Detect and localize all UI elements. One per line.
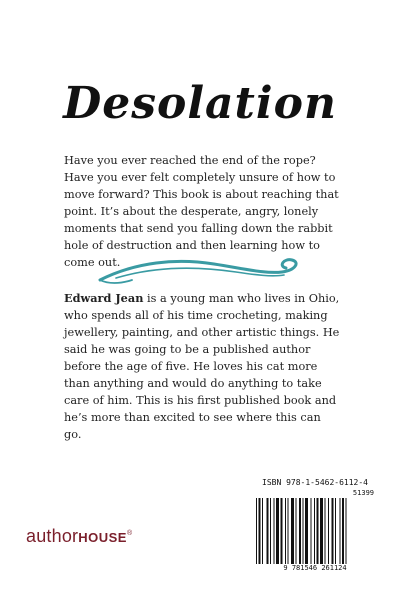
isbn-number: ISBN 978-1-5462-6112-4 [262, 478, 368, 487]
barcode-bar [342, 498, 344, 564]
barcode-bar [281, 498, 283, 564]
swirl-stroke-inner [116, 268, 284, 278]
barcode-bar [299, 498, 301, 564]
barcode-bar [340, 498, 341, 564]
barcode-bar [317, 498, 319, 564]
barcode-bar [346, 498, 347, 564]
barcode-bar [325, 498, 326, 564]
publisher-logo-part1: author [26, 526, 79, 546]
isbn-barcode [250, 478, 380, 578]
barcode-bar [314, 498, 315, 564]
barcode-bar [276, 498, 279, 564]
decorative-swirl [96, 254, 306, 288]
barcode-bar [288, 498, 289, 564]
price-code: 51399 [352, 489, 374, 497]
barcode-bar [259, 498, 261, 564]
barcode-bar [332, 498, 334, 564]
swirl-tail [100, 280, 132, 283]
barcode-bar [303, 498, 304, 564]
barcode-bar [320, 498, 323, 564]
barcode-bars [254, 498, 376, 564]
book-title: Desolation [63, 78, 337, 129]
author-bio [64, 290, 340, 443]
barcode-bar [311, 498, 312, 564]
barcode-bar [274, 498, 275, 564]
publisher-logo-part2: HOUSE [78, 530, 127, 545]
barcode-bar [256, 498, 257, 564]
barcode-bar [305, 498, 308, 564]
barcode-bar [270, 498, 271, 564]
barcode-bar [262, 498, 263, 564]
barcode-bar [285, 498, 286, 564]
barcode-bar [296, 498, 297, 564]
barcode-bar [335, 498, 336, 564]
author-bio-text: is a young man who lives in Ohio, who spends all of his time crocheting, making jewellery, painting, and other artistic things. He said he was going to be a published author before the age of five. He loves his cat more than anything and would do anything to take care of him. This is his first published book and he’s more than excited to see where this can go. [64, 292, 340, 441]
swirl-stroke [100, 260, 296, 280]
book-blurb: Have you ever reached the end of the rope? Have you ever felt completely unsure of how to move forward? This book is about reaching that point. It’s about the desperate, angry, lonely moments that send you falling down the rabbit hole of destruction and then learning how to come out. [64, 154, 339, 269]
barcode-bar [291, 498, 294, 564]
publisher-logo [26, 526, 132, 547]
barcode-bar [267, 498, 269, 564]
barcode-bar [328, 498, 329, 564]
registered-mark: ® [126, 530, 133, 537]
author-name: Edward Jean [64, 291, 144, 305]
barcode-digits: 9 781546 261124 [283, 564, 347, 572]
